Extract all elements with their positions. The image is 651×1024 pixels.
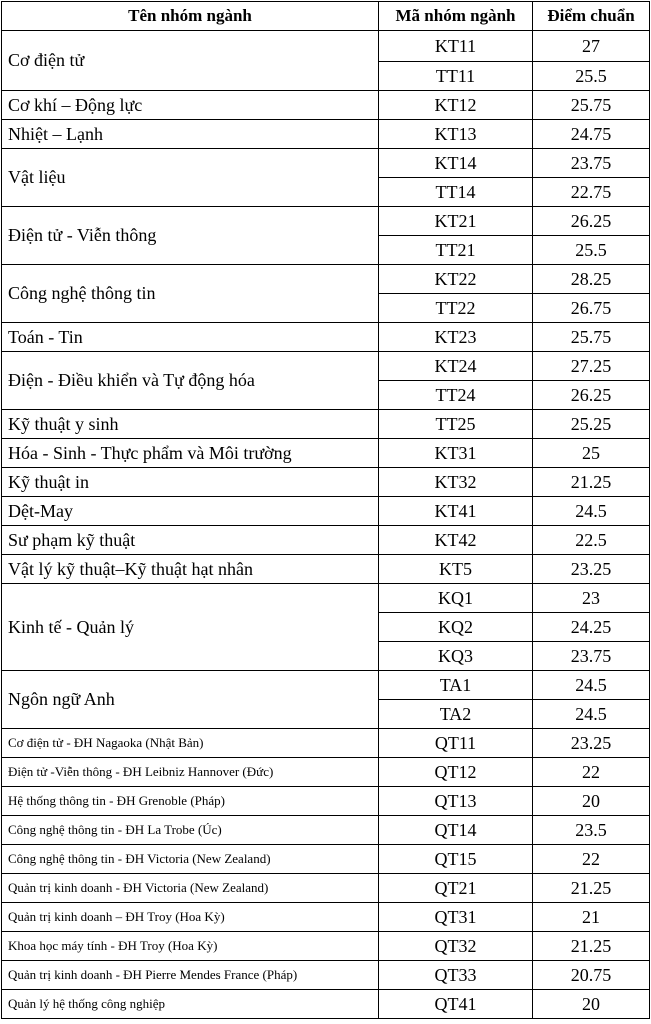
header-name: Tên nhóm ngành [2,2,379,31]
score-cell: 28.25 [533,265,650,294]
group-name-cell: Hóa - Sinh - Thực phẩm và Môi trường [2,439,379,468]
table-row [2,961,650,990]
code-cell: KT13 [379,120,533,149]
score-cell: 24.5 [533,671,650,700]
table-row [2,323,650,352]
score-cell: 23.25 [533,729,650,758]
code-cell: TT11 [379,62,533,91]
score-cell: 24.25 [533,613,650,642]
group-name-cell: Toán - Tin [2,323,379,352]
score-cell: 26.25 [533,207,650,236]
score-cell: 25.75 [533,323,650,352]
group-name-cell: Điện tử - Viễn thông [2,207,379,265]
score-cell: 22.75 [533,178,650,207]
table-row [2,671,650,700]
group-name-cell: Khoa học máy tính - ĐH Troy (Hoa Kỳ) [2,932,379,961]
score-cell: 25 [533,439,650,468]
score-cell: 21.25 [533,874,650,903]
group-name-cell: Vật lý kỹ thuật–Kỹ thuật hạt nhân [2,555,379,584]
code-cell: KT31 [379,439,533,468]
group-name-cell: Công nghệ thông tin [2,265,379,323]
table-row [2,439,650,468]
table-row [2,265,650,294]
score-cell: 26.25 [533,381,650,410]
code-cell: KT32 [379,468,533,497]
score-cell: 22.5 [533,526,650,555]
code-cell: TT24 [379,381,533,410]
score-cell: 24.5 [533,700,650,729]
table-row [2,990,650,1019]
group-name-cell: Điện - Điều khiển và Tự động hóa [2,352,379,410]
score-cell: 21.25 [533,932,650,961]
score-cell: 27.25 [533,352,650,381]
table-row [2,874,650,903]
code-cell: TT21 [379,236,533,265]
table-row [2,120,650,149]
group-name-cell: Quản trị kinh doanh - ĐH Pierre Mendes France (Pháp) [2,961,379,990]
table-row [2,816,650,845]
code-cell: KT12 [379,91,533,120]
group-name-cell: Nhiệt – Lạnh [2,120,379,149]
score-cell: 20.75 [533,961,650,990]
score-cell: 23.75 [533,149,650,178]
table-row [2,584,650,613]
group-name-cell: Quản trị kinh doanh – ĐH Troy (Hoa Kỳ) [2,903,379,932]
table-row [2,787,650,816]
code-cell: KT41 [379,497,533,526]
code-cell: KT21 [379,207,533,236]
group-name-cell: Hệ thống thông tin - ĐH Grenoble (Pháp) [2,787,379,816]
group-name-cell: Công nghệ thông tin - ĐH La Trobe (Úc) [2,816,379,845]
code-cell: TA1 [379,671,533,700]
table-row [2,149,650,178]
code-cell: KQ3 [379,642,533,671]
code-cell: KT24 [379,352,533,381]
code-cell: KQ1 [379,584,533,613]
group-name-cell: Cơ điện tử - ĐH Nagaoka (Nhật Bản) [2,729,379,758]
score-cell: 21.25 [533,468,650,497]
score-cell: 22 [533,758,650,787]
table-row [2,526,650,555]
table-row [2,845,650,874]
table-row [2,903,650,932]
group-name-cell: Ngôn ngữ Anh [2,671,379,729]
score-cell: 25.5 [533,62,650,91]
code-cell: QT31 [379,903,533,932]
group-name-cell: Dệt-May [2,497,379,526]
score-cell: 24.5 [533,497,650,526]
code-cell: QT14 [379,816,533,845]
code-cell: KT22 [379,265,533,294]
code-cell: TT22 [379,294,533,323]
score-cell: 24.75 [533,120,650,149]
code-cell: KT11 [379,31,533,62]
code-cell: QT32 [379,932,533,961]
score-cell: 20 [533,787,650,816]
table-row [2,31,650,62]
group-name-cell: Cơ điện tử [2,31,379,91]
score-cell: 23.25 [533,555,650,584]
score-cell: 23 [533,584,650,613]
code-cell: QT41 [379,990,533,1019]
table-row [2,932,650,961]
code-cell: QT13 [379,787,533,816]
score-cell: 25.25 [533,410,650,439]
code-cell: QT21 [379,874,533,903]
table-row [2,555,650,584]
table-body [2,31,650,1019]
score-cell: 25.5 [533,236,650,265]
group-name-cell: Điện tử -Viễn thông - ĐH Leibniz Hannover (Đức) [2,758,379,787]
header-code: Mã nhóm ngành [379,2,533,31]
table-row [2,497,650,526]
score-cell: 23.75 [533,642,650,671]
code-cell: TT14 [379,178,533,207]
code-cell: QT33 [379,961,533,990]
score-cell: 20 [533,990,650,1019]
code-cell: TT25 [379,410,533,439]
group-name-cell: Kinh tế - Quản lý [2,584,379,671]
table-header-row [2,2,650,31]
group-name-cell: Quản trị kinh doanh - ĐH Victoria (New Zealand) [2,874,379,903]
code-cell: QT15 [379,845,533,874]
code-cell: TA2 [379,700,533,729]
header-score: Điểm chuẩn [533,2,650,31]
group-name-cell: Cơ khí – Động lực [2,91,379,120]
code-cell: KT5 [379,555,533,584]
code-cell: QT11 [379,729,533,758]
admission-scores-table [1,1,650,1019]
score-cell: 22 [533,845,650,874]
group-name-cell: Vật liệu [2,149,379,207]
group-name-cell: Sư phạm kỹ thuật [2,526,379,555]
group-name-cell: Quản lý hệ thống công nghiệp [2,990,379,1019]
table-row [2,352,650,381]
group-name-cell: Kỹ thuật y sinh [2,410,379,439]
group-name-cell: Công nghệ thông tin - ĐH Victoria (New Zealand) [2,845,379,874]
code-cell: KQ2 [379,613,533,642]
score-cell: 23.5 [533,816,650,845]
table-row [2,207,650,236]
score-cell: 21 [533,903,650,932]
score-cell: 25.75 [533,91,650,120]
code-cell: KT42 [379,526,533,555]
score-cell: 27 [533,31,650,62]
code-cell: KT23 [379,323,533,352]
table-row [2,410,650,439]
score-cell: 26.75 [533,294,650,323]
code-cell: QT12 [379,758,533,787]
code-cell: KT14 [379,149,533,178]
table-row [2,729,650,758]
table-row [2,91,650,120]
group-name-cell: Kỹ thuật in [2,468,379,497]
table-row [2,758,650,787]
table-row [2,468,650,497]
